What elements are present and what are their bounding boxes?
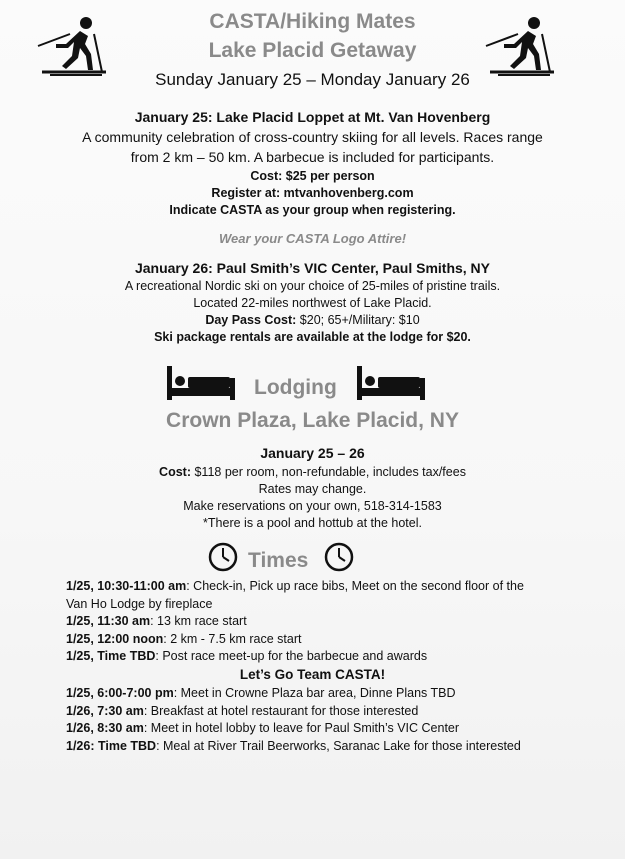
schedule-desc: : 2 km - 7.5 km race start [163, 631, 302, 646]
event2-desc-line2: Located 22-miles northwest of Lake Placid. [193, 296, 432, 310]
schedule-item [66, 613, 586, 631]
title-line-1: CASTA/Hiking Mates [209, 10, 416, 33]
schedule-item [66, 578, 586, 596]
bed-icon-right [357, 366, 425, 402]
event1-desc-line2: from 2 km – 50 km. A barbecue is included for participants. [130, 149, 495, 165]
schedule-time: 1/25, Time TBD [66, 649, 156, 663]
schedule-desc: Van Ho Lodge by fireplace [66, 596, 213, 611]
event2-rentals: Ski package rentals are available at the lodge for $20. [154, 330, 471, 344]
schedule-time: 1/26, 7:30 am [66, 703, 144, 718]
event2-desc-line1: A recreational Nordic ski on your choice of 25-miles of pristine trails. [124, 279, 501, 293]
event1-desc-line1: A community celebration of cross-country skiing for all levels. Races range [82, 129, 543, 145]
lodging-reservations: Make reservations on your own, 518-314-1583 [183, 499, 442, 513]
schedule-item [66, 720, 586, 738]
schedule-time: 1/25, 6:00-7:00 pm [66, 686, 174, 700]
event1-cost: Cost: $25 per person [250, 169, 375, 183]
event1-register: Register at: mtvanhovenberg.com [211, 186, 414, 200]
times-heading: Times [248, 549, 309, 572]
schedule-desc: : Meal at River Trail Beerworks, Saranac Lake for those interested [156, 738, 521, 753]
schedule-desc: : Post race meet-up for the barbecue and awards [155, 649, 428, 663]
team-cheer: Let’s Go Team CASTA! [239, 667, 386, 682]
schedule-time: 1/26: Time TBD [66, 738, 157, 753]
bed-icon-left [167, 366, 235, 402]
schedule-time: 1/25, 10:30-11:00 am [66, 579, 187, 593]
lodging-rates: Rates may change. [258, 482, 367, 496]
schedule-item [66, 648, 586, 666]
logo-attire-note: Wear your CASTA Logo Attire! [218, 231, 407, 246]
lodging-cost-label: Cost: [159, 465, 191, 479]
hotel-name: Crown Plaza, Lake Placid, NY [166, 409, 459, 432]
clock-icon-right [324, 542, 354, 572]
schedule-desc: : 13 km race start [150, 614, 247, 628]
schedule-list [66, 578, 586, 666]
lodging-cost-value: $118 per room, non-refundable, includes tax/fees [191, 465, 466, 479]
day-pass-label: Day Pass Cost: [205, 313, 297, 327]
schedule-desc: : Meet in hotel lobby to leave for Paul Smith’s VIC Center [143, 721, 460, 735]
clock-icon-left [208, 542, 238, 572]
schedule-item [66, 685, 586, 703]
day-pass-value: $20; 65+/Military: $10 [296, 313, 420, 327]
schedule-item [66, 596, 586, 614]
event-dates: Sunday January 25 – Monday January 26 [155, 70, 470, 89]
lodging-dates: January 25 – 26 [260, 445, 365, 461]
schedule-desc: : Check-in, Pick up race bibs, Meet on the second floor of the [186, 579, 524, 593]
event1-indicate: Indicate CASTA as your group when registering. [169, 203, 456, 217]
schedule-item [66, 703, 586, 721]
title-line-2: Lake Placid Getaway [208, 39, 417, 62]
lodging-heading: Lodging [254, 376, 337, 399]
event2-heading: January 26: Paul Smith’s VIC Center, Paul Smiths, NY [134, 260, 491, 276]
schedule-item [66, 631, 586, 649]
lodging-cost [0, 465, 625, 479]
event1-heading: January 25: Lake Placid Loppet at Mt. Van Hovenberg [134, 109, 491, 125]
schedule-time: 1/25, 12:00 noon [66, 631, 164, 646]
schedule-item [66, 738, 586, 756]
lodging-pool: *There is a pool and hottub at the hotel. [203, 516, 422, 530]
schedule-time: 1/26, 8:30 am [66, 721, 144, 735]
schedule-desc: : Meet in Crowne Plaza bar area, Dinne Plans TBD [173, 686, 456, 700]
event2-day-pass [0, 313, 625, 327]
schedule-time: 1/25, 11:30 am [66, 614, 151, 628]
schedule-list-2 [66, 685, 586, 755]
schedule-desc: : Breakfast at hotel restaurant for those interested [143, 703, 419, 718]
